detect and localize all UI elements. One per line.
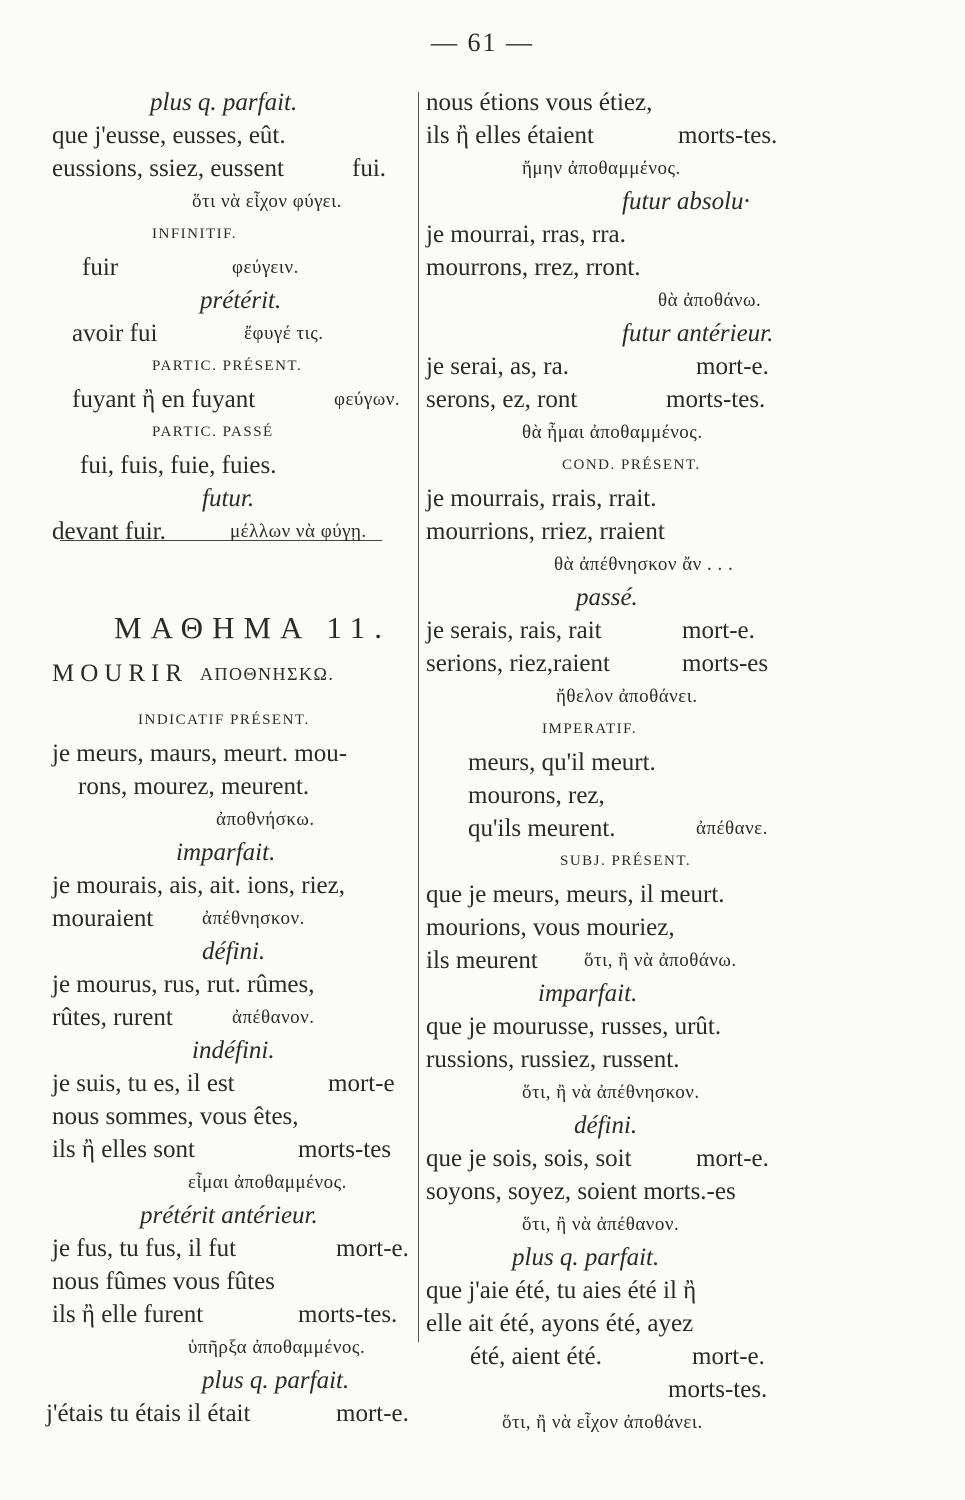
right-line bbox=[426, 1373, 792, 1406]
left-bottom-line bbox=[52, 704, 414, 737]
left-bottom-line bbox=[52, 1001, 414, 1034]
right-text: je serai, as, ra. bbox=[426, 353, 569, 380]
right-text: ἤμην ἀποθαμμένος. bbox=[522, 158, 681, 179]
lesson-title-text: ΜΑΘΗΜΑ 11. bbox=[114, 610, 392, 645]
left-top-text: PARTIC. PASSÉ bbox=[152, 424, 274, 440]
left-bottom-text: indéfini. bbox=[192, 1037, 275, 1064]
left-top-text: μέλλων νὰ φύγῃ. bbox=[230, 521, 367, 542]
left-bottom-text: morts-tes. bbox=[298, 1301, 398, 1328]
right-line bbox=[426, 779, 792, 812]
right-text: ἤθελον ἀποθάνει. bbox=[556, 686, 698, 707]
left-bottom-line bbox=[52, 770, 414, 803]
left-bottom-block bbox=[46, 704, 414, 1430]
left-bottom-text: ἀπέθανον. bbox=[232, 1007, 315, 1028]
right-text: morts-tes. bbox=[666, 386, 766, 413]
left-bottom-text: mort-e. bbox=[336, 1400, 409, 1427]
left-top-text: avoir fui bbox=[72, 320, 158, 347]
left-top-text: fui. bbox=[352, 155, 387, 182]
left-top-block bbox=[52, 86, 414, 548]
right-line bbox=[426, 1010, 792, 1043]
right-line bbox=[426, 680, 792, 713]
right-text: elle ait été, ayons été, ayez bbox=[426, 1310, 694, 1337]
left-top-line bbox=[52, 251, 414, 284]
left-bottom-line bbox=[52, 1331, 414, 1364]
left-bottom-line bbox=[52, 869, 414, 902]
left-bottom-line bbox=[52, 1133, 414, 1166]
right-line bbox=[426, 812, 792, 845]
right-text: mourrions, rriez, rraient bbox=[426, 518, 665, 545]
left-bottom-text: j'étais tu étais il était bbox=[46, 1400, 251, 1427]
right-text: morts-es bbox=[682, 650, 769, 677]
left-bottom-line bbox=[52, 836, 414, 869]
right-line bbox=[426, 944, 792, 977]
left-bottom-text: rûtes, rurent bbox=[52, 1004, 173, 1031]
right-text: morts-tes. bbox=[668, 1376, 768, 1403]
left-bottom-line bbox=[52, 1199, 414, 1232]
right-text: ils ἢ elles étaient bbox=[426, 122, 594, 149]
right-text: mort-e. bbox=[692, 1343, 765, 1370]
left-top-text: fuir bbox=[82, 254, 119, 281]
right-text: défini. bbox=[574, 1112, 638, 1139]
left-bottom-text: εἶμαι ἀποθαμμένος. bbox=[188, 1172, 347, 1193]
left-top-text: φεύγων. bbox=[334, 389, 401, 410]
right-text: ἀπέθανε. bbox=[696, 818, 768, 839]
left-bottom-line bbox=[52, 1364, 414, 1397]
right-text: russions, russiez, russent. bbox=[426, 1046, 680, 1073]
left-bottom-text: ils ἢ elles sont bbox=[52, 1136, 195, 1163]
right-text: futur absolu· bbox=[622, 188, 750, 215]
left-top-text: devant fuir. bbox=[52, 518, 166, 545]
left-bottom-text: plus q. parfait. bbox=[202, 1367, 350, 1394]
right-line bbox=[426, 878, 792, 911]
right-line bbox=[426, 284, 792, 317]
right-line bbox=[426, 152, 792, 185]
left-bottom-line bbox=[52, 1067, 414, 1100]
right-line bbox=[426, 1307, 792, 1340]
left-bottom-line bbox=[52, 968, 414, 1001]
right-text: mourons, rez, bbox=[468, 782, 605, 809]
left-bottom-line bbox=[52, 803, 414, 836]
right-line bbox=[426, 1142, 792, 1175]
left-bottom-text: ἀπέθνησκον. bbox=[202, 908, 305, 929]
right-line bbox=[426, 119, 792, 152]
left-bottom-line bbox=[52, 1232, 414, 1265]
right-text: ὅτι, ἢ νὰ ἀπέθανον. bbox=[522, 1214, 680, 1235]
right-text: passé. bbox=[576, 584, 638, 611]
right-text: que j'aie été, tu aies été il ἢ bbox=[426, 1277, 697, 1304]
right-text: serions, riez,raient bbox=[426, 650, 610, 677]
right-text: mort-e. bbox=[696, 353, 769, 380]
right-text: plus q. parfait. bbox=[512, 1244, 660, 1271]
right-text: serons, ez, ront bbox=[426, 386, 578, 413]
verb-heading bbox=[52, 650, 414, 698]
right-column bbox=[426, 86, 792, 1439]
right-text: IMPERATIF. bbox=[542, 721, 638, 737]
left-bottom-line bbox=[52, 935, 414, 968]
right-line bbox=[426, 911, 792, 944]
right-line bbox=[426, 515, 792, 548]
left-bottom-text: mort-e bbox=[328, 1070, 395, 1097]
left-bottom-line bbox=[52, 902, 414, 935]
left-top-text: futur. bbox=[202, 485, 255, 512]
left-top-line bbox=[52, 86, 414, 119]
left-top-line bbox=[52, 317, 414, 350]
left-top-line bbox=[52, 515, 414, 548]
right-text: ὅτι, ἢ νὰ ἀπέθνησκον. bbox=[522, 1082, 700, 1103]
right-text: que je mourusse, russes, urût. bbox=[426, 1013, 722, 1040]
right-text: je mourrai, rras, rra. bbox=[426, 221, 626, 248]
left-bottom-text: prétérit antérieur. bbox=[140, 1202, 318, 1229]
right-text: COND. PRÉSENT. bbox=[562, 457, 701, 473]
right-line bbox=[426, 86, 792, 119]
right-text: nous étions vous étiez, bbox=[426, 89, 653, 116]
right-text: mort-e. bbox=[696, 1145, 769, 1172]
left-bottom-text: je suis, tu es, il est bbox=[52, 1070, 235, 1097]
right-text: meurs, qu'il meurt. bbox=[468, 749, 656, 776]
right-text: mourions, vous mouriez, bbox=[426, 914, 675, 941]
right-text: je mourrais, rrais, rrait. bbox=[426, 485, 657, 512]
left-bottom-line bbox=[52, 1034, 414, 1067]
left-bottom-line bbox=[52, 1166, 414, 1199]
right-text: θὰ ἦμαι ἀποθαμμένος. bbox=[522, 422, 703, 443]
left-bottom-text: je meurs, maurs, meurt. mou- bbox=[52, 740, 348, 767]
left-bottom-line bbox=[52, 737, 414, 770]
left-top-line bbox=[52, 350, 414, 383]
right-line bbox=[426, 383, 792, 416]
right-line bbox=[426, 614, 792, 647]
right-line bbox=[426, 713, 792, 746]
left-bottom-text: morts-tes bbox=[298, 1136, 392, 1163]
left-top-line bbox=[52, 482, 414, 515]
verb-greek: ΑΠΟΘΝΗΣΚΩ. bbox=[200, 664, 335, 684]
left-bottom-text: mort-e. bbox=[336, 1235, 409, 1262]
right-line bbox=[426, 1076, 792, 1109]
left-top-line bbox=[52, 416, 414, 449]
right-line bbox=[426, 1208, 792, 1241]
left-bottom-line bbox=[46, 1397, 414, 1430]
right-line bbox=[426, 449, 792, 482]
left-top-text: prétérit. bbox=[200, 287, 282, 314]
right-text: SUBJ. PRÉSENT. bbox=[560, 853, 692, 869]
left-column bbox=[46, 86, 414, 1430]
right-line bbox=[426, 1274, 792, 1307]
left-top-line bbox=[52, 284, 414, 317]
left-bottom-text: nous fûmes vous fûtes bbox=[52, 1268, 275, 1295]
left-bottom-text: ἀποθνήσκω. bbox=[216, 809, 315, 830]
right-line bbox=[426, 581, 792, 614]
left-top-text: INFINITIF. bbox=[152, 226, 238, 242]
column-divider bbox=[418, 92, 419, 1342]
left-top-text: ἔφυγέ τις. bbox=[244, 323, 324, 344]
left-bottom-text: nous sommes, vous êtes, bbox=[52, 1103, 299, 1130]
right-text: futur antérieur. bbox=[622, 320, 774, 347]
left-bottom-text: mouraient bbox=[52, 905, 154, 932]
left-bottom-text: rons, mourez, meurent. bbox=[78, 773, 310, 800]
left-bottom-text: je mourus, rus, rut. rûmes, bbox=[52, 971, 315, 998]
left-bottom-line bbox=[52, 1100, 414, 1133]
right-line bbox=[426, 482, 792, 515]
left-top-line bbox=[52, 383, 414, 416]
right-text: soyons, soyez, soient morts.-es bbox=[426, 1178, 736, 1205]
right-line bbox=[426, 845, 792, 878]
left-top-line bbox=[52, 152, 414, 185]
left-bottom-text: défini. bbox=[202, 938, 266, 965]
right-line bbox=[426, 746, 792, 779]
right-line bbox=[426, 977, 792, 1010]
right-line bbox=[426, 350, 792, 383]
right-line bbox=[426, 1340, 792, 1373]
left-bottom-text: je fus, tu fus, il fut bbox=[52, 1235, 237, 1262]
right-text: morts-tes. bbox=[678, 122, 778, 149]
right-line bbox=[426, 1043, 792, 1076]
right-line bbox=[426, 218, 792, 251]
right-line bbox=[426, 185, 792, 218]
right-text: été, aient été. bbox=[470, 1343, 602, 1370]
left-top-line bbox=[52, 119, 414, 152]
right-line bbox=[426, 251, 792, 284]
right-line bbox=[426, 317, 792, 350]
lesson-title bbox=[52, 606, 414, 650]
left-top-text: ὅτι νὰ εἶχον φύγει. bbox=[192, 191, 343, 212]
right-block bbox=[426, 86, 792, 1439]
right-text: θὰ ἀπέθνησκον ἄν . . . bbox=[554, 554, 734, 575]
right-text: imparfait. bbox=[538, 980, 638, 1007]
right-text: que je sois, sois, soit bbox=[426, 1145, 632, 1172]
right-text: θὰ ἀποθάνω. bbox=[658, 290, 762, 311]
left-top-text: plus q. parfait. bbox=[150, 89, 298, 116]
left-top-text: φεύγειν. bbox=[232, 257, 299, 278]
verb-french: MOURIR bbox=[52, 660, 189, 687]
right-line bbox=[426, 1241, 792, 1274]
left-bottom-text: ὑπῆρξα ἀποθαμμένος. bbox=[188, 1337, 366, 1358]
right-text: mourrons, rrez, rront. bbox=[426, 254, 641, 281]
right-text: mort-e. bbox=[682, 617, 755, 644]
page-number: — 61 — bbox=[431, 28, 534, 57]
section-gap bbox=[52, 548, 414, 606]
right-line bbox=[426, 1109, 792, 1142]
left-top-text: fui, fuis, fuie, fuies. bbox=[80, 452, 277, 479]
right-line bbox=[426, 1406, 792, 1439]
right-text: je serais, rais, rait bbox=[426, 617, 602, 644]
left-bottom-line bbox=[52, 1265, 414, 1298]
left-top-line bbox=[52, 185, 414, 218]
right-text: ils meurent bbox=[426, 947, 538, 974]
right-text: qu'ils meurent. bbox=[468, 815, 616, 842]
left-top-text: PARTIC. PRÉSENT. bbox=[152, 358, 303, 374]
left-bottom-line bbox=[52, 1298, 414, 1331]
left-top-text: fuyant ἢ en fuyant bbox=[72, 386, 256, 413]
left-top-text: eussions, ssiez, eussent bbox=[52, 155, 284, 182]
right-line bbox=[426, 416, 792, 449]
right-text: ὅτι, ἢ νὰ εἶχον ἀποθάνει. bbox=[502, 1412, 703, 1433]
left-bottom-text: ils ἢ elle furent bbox=[52, 1301, 204, 1328]
left-bottom-text: je mourais, ais, ait. ions, riez, bbox=[52, 872, 345, 899]
right-line bbox=[426, 548, 792, 581]
right-text: que je meurs, meurs, il meurt. bbox=[426, 881, 725, 908]
right-line bbox=[426, 1175, 792, 1208]
left-bottom-text: INDICATIF PRÉSENT. bbox=[138, 712, 310, 728]
right-text: ὅτι, ἢ νὰ ἀποθάνω. bbox=[584, 950, 737, 971]
left-top-line bbox=[52, 449, 414, 482]
left-bottom-text: imparfait. bbox=[176, 839, 276, 866]
right-line bbox=[426, 647, 792, 680]
left-top-text: que j'eusse, eusses, eût. bbox=[52, 122, 286, 149]
left-top-line bbox=[52, 218, 414, 251]
